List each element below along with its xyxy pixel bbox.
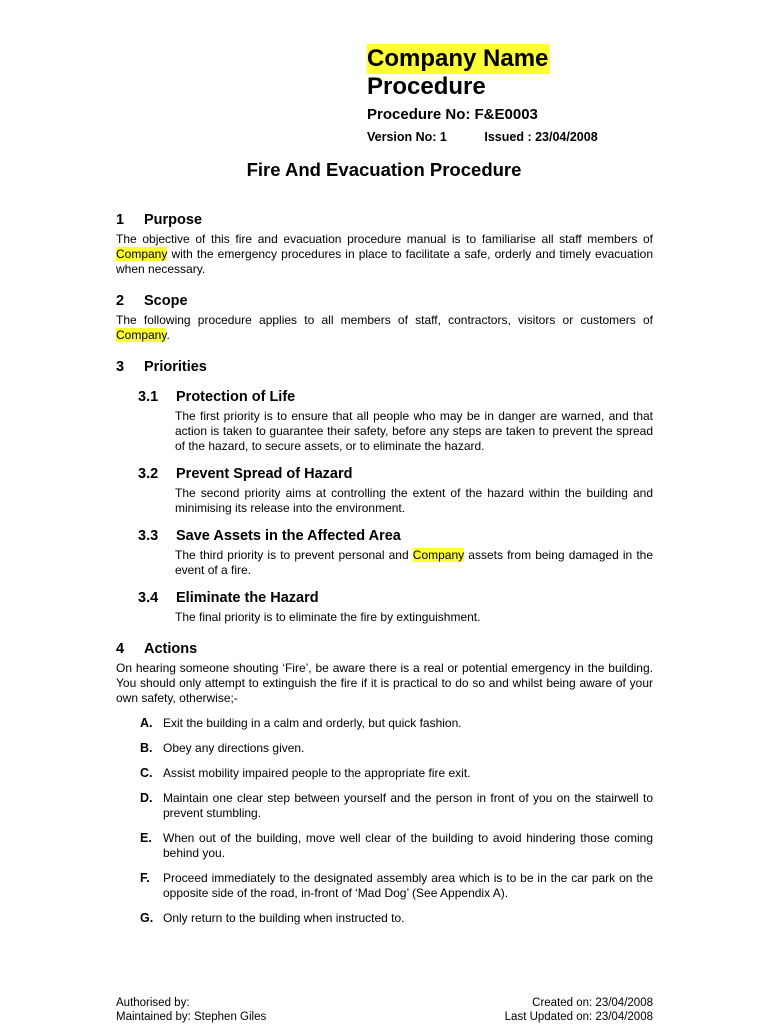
list-item: E. When out of the building, move well clear of the building to avoid hindering those coming behind you. [140, 831, 653, 860]
subsection-save-assets [138, 526, 653, 578]
section-actions [116, 639, 653, 926]
version-line [367, 129, 667, 145]
list-item: C. Assist mobility impaired people to the appropriate fire exit. [140, 766, 471, 780]
section-scope [116, 291, 653, 343]
section-heading: 1 Purpose [116, 212, 203, 228]
document-body [116, 210, 653, 940]
section-heading: 2 Scope [116, 293, 188, 309]
procedure-heading: Procedure [367, 73, 486, 100]
section-text: The objective of this fire and evacuation procedure manual is to familiarise all staff members of Company with the emergency procedures in place to facilitate a safe, orderly and timely evacuation when necessary. [116, 232, 653, 276]
section-purpose [116, 210, 653, 277]
subsection-prevent-spread [138, 464, 653, 516]
list-item: B. Obey any directions given. [140, 741, 305, 755]
company-highlight: Company [412, 548, 465, 562]
list-item: A. Exit the building in a calm and orderly, but quick fashion. [140, 716, 462, 730]
authorised-by: Authorised by: [116, 997, 190, 1009]
list-item: F. Proceed immediately to the designated assembly area which is to be in the car park on the opposite side of the road, in-front of ‘Mad Dog’ (See Appendix A). [140, 871, 653, 900]
procedure-number: Procedure No: F&E0003 [367, 106, 538, 123]
document-header [367, 44, 667, 145]
issued-date: Issued : 23/04/2008 [484, 130, 598, 144]
last-updated-on: Last Updated on: 23/04/2008 [504, 1011, 653, 1023]
created-on: Created on: 23/04/2008 [532, 997, 653, 1009]
maintained-by: Maintained by: Stephen Giles [116, 1011, 267, 1023]
document-title: Fire And Evacuation Procedure [246, 159, 522, 180]
company-highlight: Company [116, 247, 168, 261]
section-heading: 4 Actions [116, 641, 198, 657]
company-name: Company Name [367, 45, 549, 72]
company-highlight: Company [116, 328, 167, 342]
section-priorities [116, 357, 653, 625]
section-heading: 3 Priorities [116, 359, 207, 375]
section-text: The following procedure applies to all members of staff, contractors, visitors or customers of Company. [116, 313, 653, 342]
list-item: G. Only return to the building when instructed to. [140, 911, 405, 925]
subsection-text: The third priority is to prevent personal and Company assets from being damaged in the event of a fire. [175, 548, 654, 577]
subsection-text: The final priority is to eliminate the fire by extinguishment. [175, 610, 481, 624]
subsection-text: The second priority aims at controlling the extent of the hazard within the building and minimising its release into the environment. [175, 486, 653, 515]
subsection-heading: 3.4 Eliminate the Hazard [138, 590, 319, 606]
subsection-eliminate-hazard [138, 588, 653, 625]
list-item: D. Maintain one clear step between yourself and the person in front of you on the stairwell to prevent stumbling. [140, 791, 653, 820]
footer-left [116, 996, 266, 1024]
subsection-protection-of-life [138, 387, 653, 454]
subsection-heading: 3.3 Save Assets in the Affected Area [138, 528, 401, 544]
actions-list [116, 716, 653, 926]
subsection-heading: 3.2 Prevent Spread of Hazard [138, 466, 353, 482]
section-text: On hearing someone shouting ‘Fire’, be aware there is a real or potential emergency in the building. You should only attempt to extinguish the fire if it is practical to do so and whilst being aware of your own safety, otherwise;- [116, 661, 653, 705]
version-number: Version No: 1 [367, 130, 447, 144]
footer-right [505, 996, 653, 1024]
subsection-heading: 3.1 Protection of Life [138, 389, 296, 405]
subsection-text: The first priority is to ensure that all people who may be in danger are warned, and that action is taken to guarantee their safety, before any steps are taken to prevent the spread of the hazard, to secure assets, or to eliminate the hazard. [175, 409, 653, 453]
